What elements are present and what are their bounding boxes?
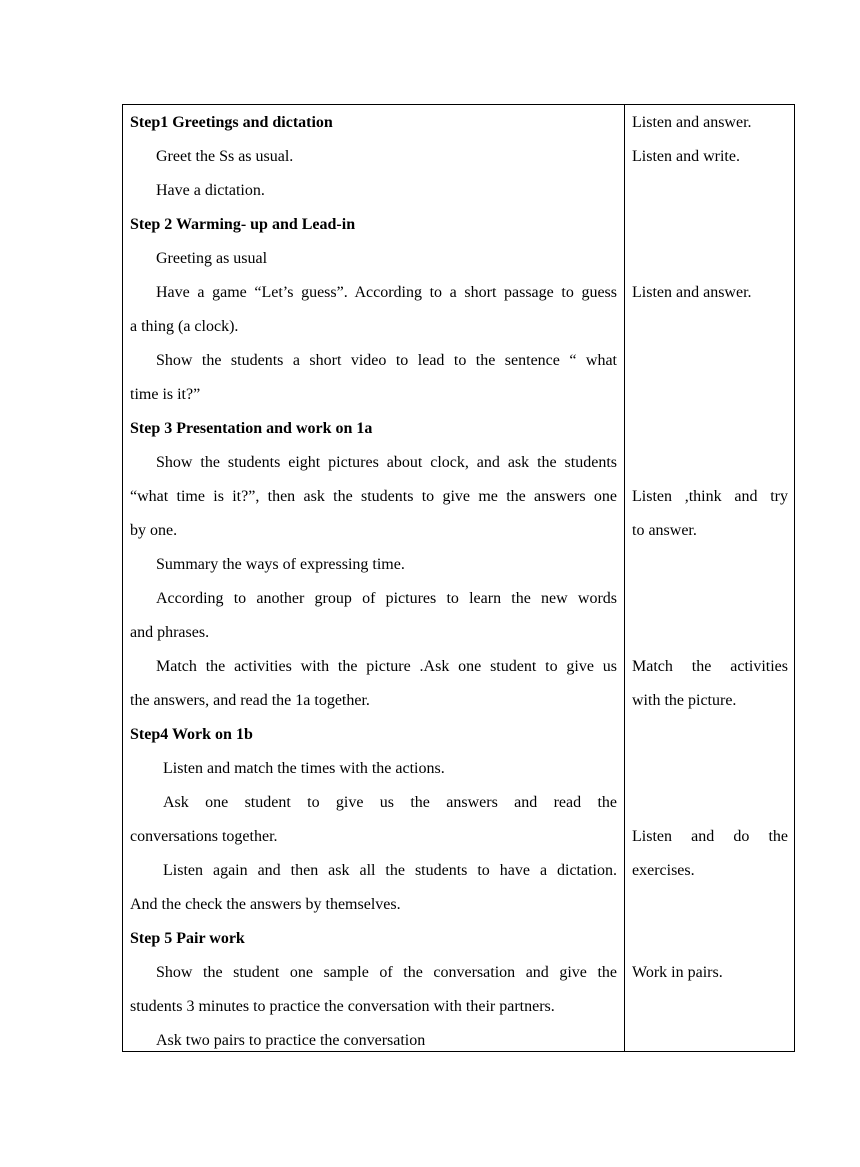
step5-line: students 3 minutes to practice the conversation with their partners. bbox=[130, 998, 555, 1015]
step3-line: by one. bbox=[130, 522, 178, 539]
step3-line: Summary the ways of expressing time. bbox=[156, 556, 405, 573]
step2-line: Have a game “Let’s guess”. According to a short passage to guess bbox=[156, 284, 617, 301]
step2-heading: Step 2 Warming- up and Lead-in bbox=[130, 216, 356, 233]
step2-line: Greeting as usual bbox=[156, 250, 268, 267]
step1-line: Greet the Ss as usual. bbox=[156, 148, 294, 165]
step3-line: and phrases. bbox=[130, 624, 210, 641]
lesson-table bbox=[122, 104, 795, 1052]
step4-line: Listen and match the times with the actions. bbox=[163, 760, 445, 777]
step4-heading: Step4 Work on 1b bbox=[130, 726, 253, 743]
student-activity: Listen and answer. bbox=[632, 114, 752, 131]
student-activity: with the picture. bbox=[632, 692, 737, 709]
step4-line: Ask one student to give us the answers and read the bbox=[163, 794, 617, 811]
step3-line: Match the activities with the picture .Ask one student to give us bbox=[156, 658, 617, 675]
step3-heading: Step 3 Presentation and work on 1a bbox=[130, 420, 373, 437]
step1-line: Have a dictation. bbox=[156, 182, 265, 199]
step5-heading: Step 5 Pair work bbox=[130, 930, 245, 947]
step5-line: Ask two pairs to practice the conversation bbox=[156, 1032, 426, 1049]
step2-line: Show the students a short video to lead to the sentence “ what bbox=[156, 352, 617, 369]
step2-line: a thing (a clock). bbox=[130, 318, 239, 335]
step4-line: Listen again and then ask all the students to have a dictation. bbox=[163, 862, 617, 879]
student-activity: Work in pairs. bbox=[632, 964, 723, 981]
step2-line: time is it?” bbox=[130, 386, 201, 403]
step3-line: the answers, and read the 1a together. bbox=[130, 692, 370, 709]
step1-heading: Step1 Greetings and dictation bbox=[130, 114, 333, 131]
step4-line: conversations together. bbox=[130, 828, 278, 845]
student-activity: Listen ,think and try bbox=[632, 488, 788, 505]
student-activity: Listen and write. bbox=[632, 148, 740, 165]
step3-line: Show the students eight pictures about clock, and ask the students bbox=[156, 454, 617, 471]
student-activity: Listen and answer. bbox=[632, 284, 752, 301]
column-divider bbox=[624, 105, 625, 1051]
step5-line: Show the student one sample of the conversation and give the bbox=[156, 964, 617, 981]
student-activity: to answer. bbox=[632, 522, 697, 539]
step4-line: And the check the answers by themselves. bbox=[130, 896, 401, 913]
student-activity: Listen and do the bbox=[632, 828, 788, 845]
step3-line: According to another group of pictures to learn the new words bbox=[156, 590, 617, 607]
step3-line: “what time is it?”, then ask the students to give me the answers one bbox=[130, 488, 617, 505]
student-activity: Match the activities bbox=[632, 658, 788, 675]
student-activity: exercises. bbox=[632, 862, 695, 879]
